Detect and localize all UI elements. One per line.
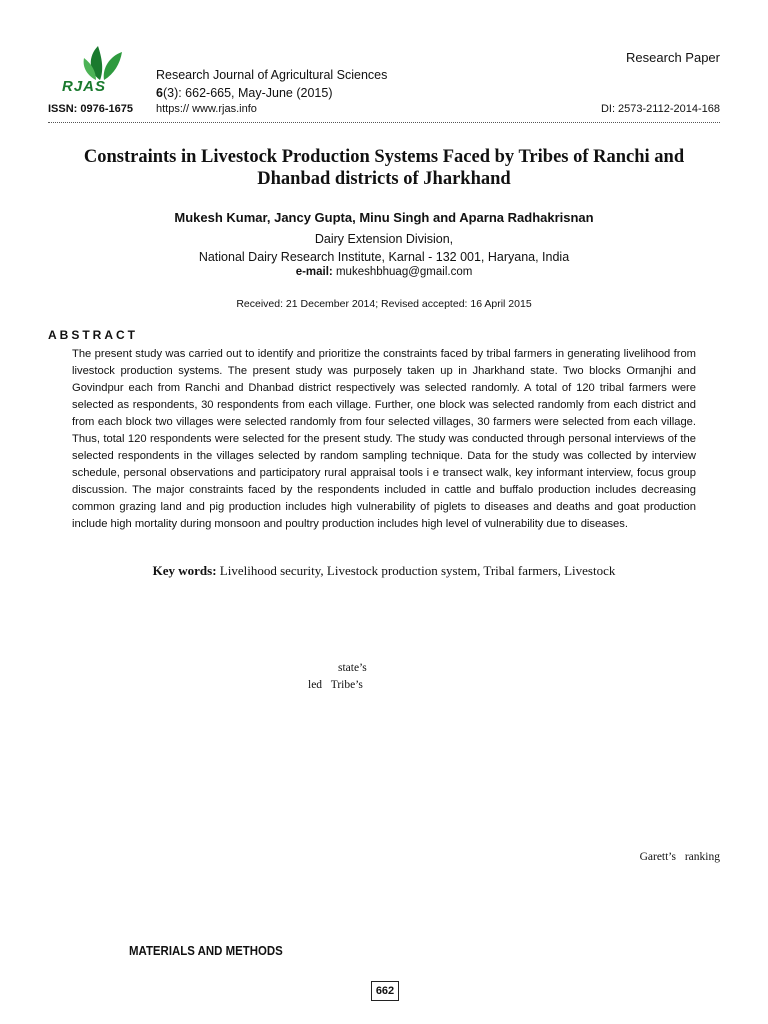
email-label: e-mail: <box>295 266 333 278</box>
journal-name: Research Journal of Agricultural Sciences <box>156 68 388 82</box>
abstract-text: The present study was carried out to identify and prioritize the constraints faced by tribal farmers in generating livelihood from livestock production systems. The present study was purposely taken up in Jharkhand state. Two blocks Ormanjhi and Govindpur each from Ranchi and Dhanbad district respectively was selected randomly. A total of 120 tribal farmers were selected as respondents, 30 respondents from each village. Further, one block was selected randomly from each district and from each block two villages were selected randomly from four selected villages, 30 farmers were selected from each village. Thus, total 120 respondents were selected for the present study. The study was conducted through personal interviews of the selected respondents in the villages selected by random sampling technique. Data for the study was collected by interview schedule, personal observations and participatory rural appraisal tools i e transect walk, key informant interview, focus group discussion. The major constraints faced by the respondents included in cattle and buffalo production includes decreasing common grazing land and pig production includes high vulnerability of piglets to diseases and deaths and goat production include high mortality during monsoon and poultry production includes high level of vulnerability due to diseases. <box>72 348 696 530</box>
email-line <box>48 266 720 278</box>
affiliation-line2: National Dairy Research Institute, Karnal - 132 001, Haryana, India <box>198 250 570 264</box>
affiliation <box>48 230 720 266</box>
text-fragment: state’s <box>338 662 367 674</box>
text-fragment: led Tribe’s <box>308 679 363 691</box>
text-fragment: Garett’s ranking <box>639 851 720 863</box>
keywords-label: Key words: <box>152 563 217 578</box>
journal-info <box>156 66 387 102</box>
received-dates: Received: 21 December 2014; Revised accepted: 16 April 2015 <box>236 298 532 310</box>
email-address[interactable]: mukeshbhuag@gmail.com <box>335 266 473 278</box>
header-divider <box>48 122 720 123</box>
journal-url[interactable]: https:// www.rjas.info <box>156 103 257 115</box>
journal-issue <box>156 84 387 102</box>
issue-pages: (3): 662-665, May-June (2015) <box>162 86 333 100</box>
abstract-heading: ABSTRACT <box>48 328 138 342</box>
doi: DI: 2573-2112-2014-168 <box>600 103 720 115</box>
keywords: Livelihood security, Livestock production system, Tribal farmers, Livestock <box>219 563 616 578</box>
keywords-line <box>48 563 720 579</box>
volume: 6 <box>156 86 163 100</box>
journal-logo <box>58 44 140 104</box>
issn: ISSN: 0976-1675 <box>48 103 133 115</box>
affiliation-line1: Dairy Extension Division, <box>314 232 454 246</box>
authors: Mukesh Kumar, Jancy Gupta, Minu Singh and Aparna Radhakrisnan <box>174 210 594 225</box>
logo-text: RJAS <box>62 78 107 95</box>
page-number: 662 <box>371 981 399 1001</box>
paper-type: Research Paper <box>626 50 720 65</box>
section-heading: MATERIALS AND METHODS <box>129 943 283 958</box>
article-title: Constraints in Livestock Production Systems Faced by Tribes of Ranchi and Dhanbad districts of Jharkhand <box>83 147 685 189</box>
